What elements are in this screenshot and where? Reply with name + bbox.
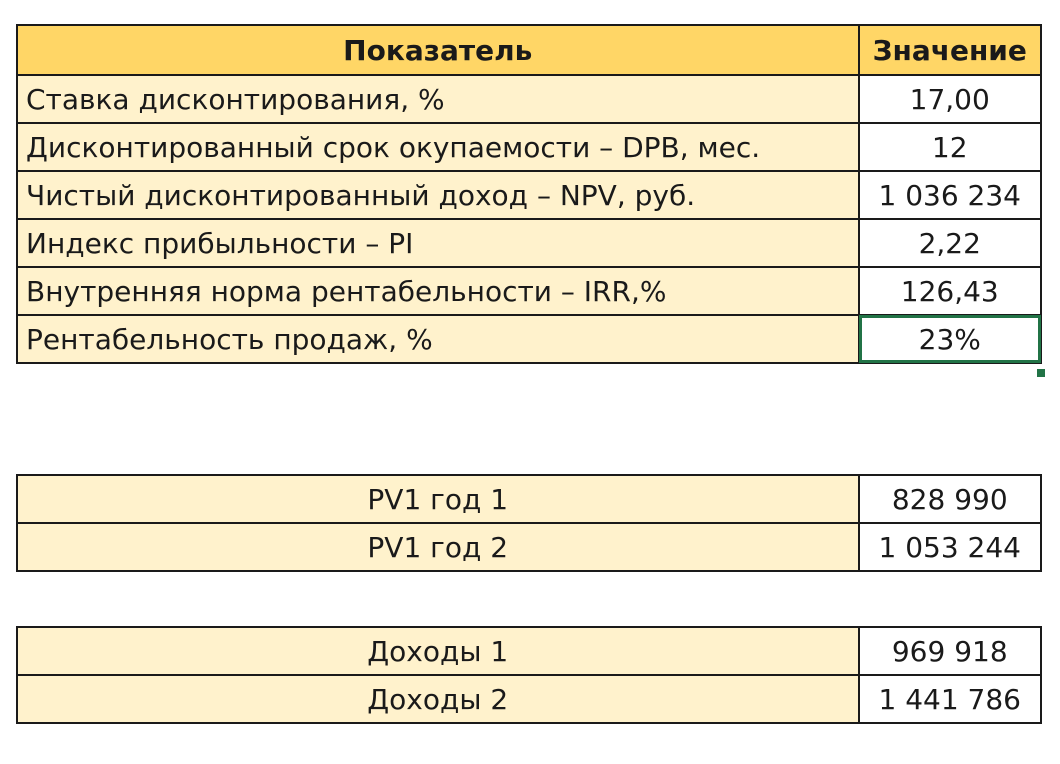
table-row [17,219,1041,267]
cell-npv-value[interactable]: 1 036 234 [859,171,1042,219]
cell-pv-year2-value[interactable]: 1 053 244 [859,523,1042,571]
cell-sales-profitability-value-selected[interactable]: 23% [859,315,1042,363]
header-value-cell[interactable]: Значение [859,25,1042,75]
table-row [17,267,1041,315]
table-row [17,315,1041,363]
cell-irr-value[interactable]: 126,43 [859,267,1042,315]
fill-handle[interactable] [1036,368,1046,378]
cell-discount-rate-label[interactable]: Ставка дисконтирования, % [17,75,859,123]
indicators-table [16,24,1042,364]
header-indicator-cell[interactable]: Показатель [17,25,859,75]
cell-sales-profitability-label[interactable]: Рентабельность продаж, % [17,315,859,363]
cell-pv-year1-value[interactable]: 828 990 [859,475,1042,523]
cell-income1-value[interactable]: 969 918 [859,627,1042,675]
cell-pv-year1-label[interactable]: PV1 год 1 [17,475,859,523]
income-table [16,626,1042,724]
cell-npv-label[interactable]: Чистый дисконтированный доход – NPV, руб. [17,171,859,219]
cell-income2-label[interactable]: Доходы 2 [17,675,859,723]
table-row [17,123,1041,171]
cell-income2-value[interactable]: 1 441 786 [859,675,1042,723]
table-row [17,75,1041,123]
pv-table [16,474,1042,572]
cell-discount-rate-value[interactable]: 17,00 [859,75,1042,123]
cell-dpb-value[interactable]: 12 [859,123,1042,171]
table-row [17,523,1041,571]
table-row [17,627,1041,675]
cell-pv-year2-label[interactable]: PV1 год 2 [17,523,859,571]
cell-dpb-label[interactable]: Дисконтированный срок окупаемости – DPB, мес. [17,123,859,171]
cell-irr-label[interactable]: Внутренняя норма рентабельности – IRR,% [17,267,859,315]
cell-pi-value[interactable]: 2,22 [859,219,1042,267]
table-header-row [17,25,1041,75]
cell-pi-label[interactable]: Индекс прибыльности – PI [17,219,859,267]
table-row [17,675,1041,723]
cell-income1-label[interactable]: Доходы 1 [17,627,859,675]
table-row [17,475,1041,523]
table-row [17,171,1041,219]
